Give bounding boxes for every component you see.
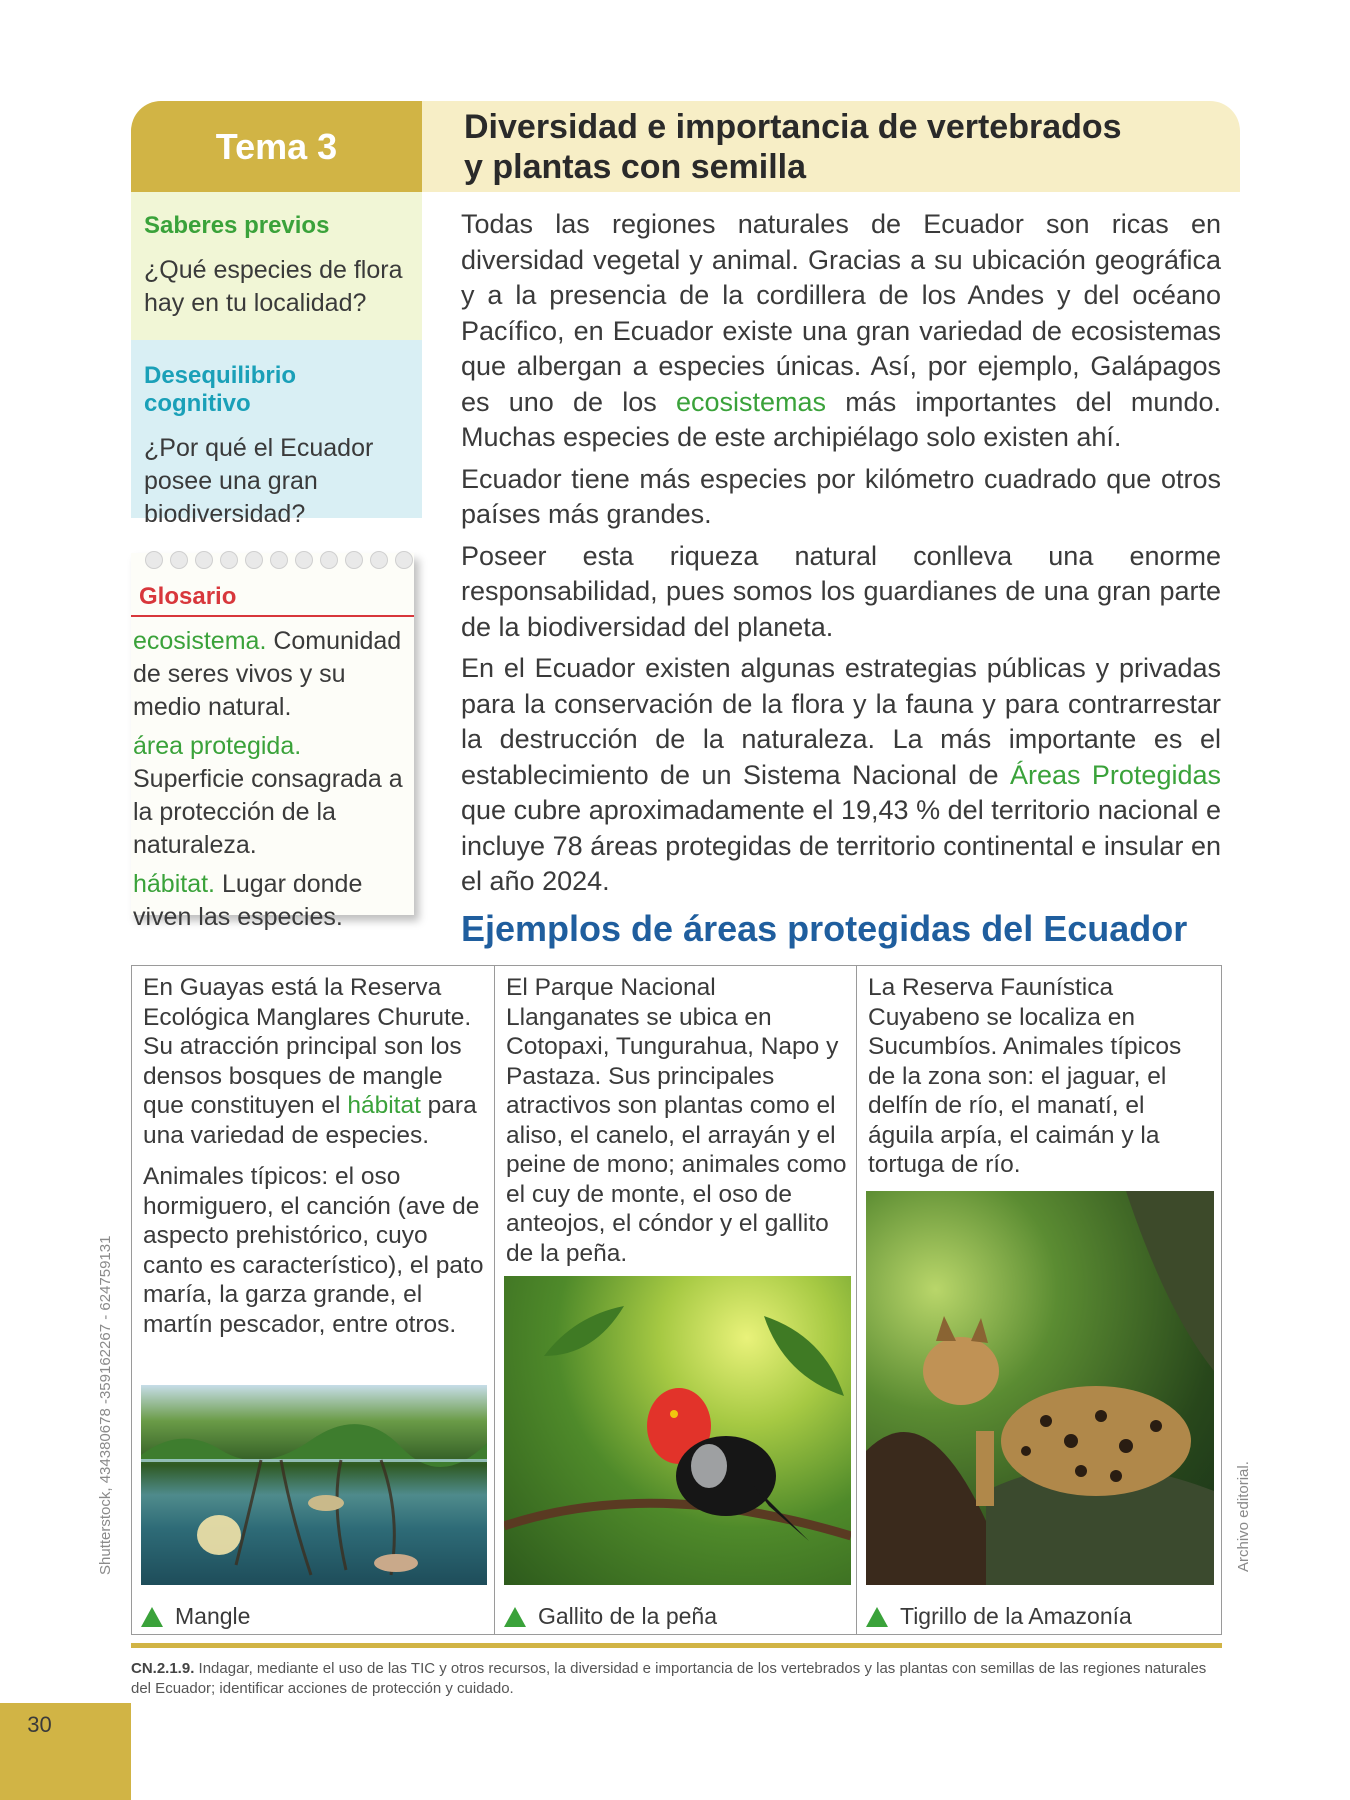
page-number: 30	[27, 1712, 52, 1737]
curriculum-text: Indagar, mediante el uso de las TIC y otros recursos, la diversidad e importancia de los vertebrados y las plantas con semillas de las regiones naturales del Ecuador; identificar acciones de protección y cuidado.	[131, 1660, 1207, 1697]
tigrillo-photo	[866, 1191, 1214, 1585]
caption-gallito: Gallito de la peña	[504, 1603, 717, 1630]
glossary-entry	[133, 868, 411, 934]
notebook-rings	[145, 551, 413, 569]
glossary-entries	[133, 625, 411, 940]
ecosistemas-link: ecosistemas	[675, 386, 826, 417]
habitat-link: hábitat	[347, 1092, 421, 1119]
triangle-icon	[504, 1607, 526, 1627]
glossary-term: área protegida.	[133, 732, 302, 760]
paragraph: Ecuador tiene más especies por kilómetro cuadrado que otros países más grandes.	[461, 463, 1221, 529]
glossary-entry	[133, 625, 411, 724]
glossary-title: Glosario	[139, 583, 237, 610]
saberes-question: ¿Qué especies de flora hay en tu localidad?	[144, 256, 403, 317]
photo-credit-left: Shutterstock, 434380678 -359162267 - 624759131	[97, 1235, 114, 1575]
example-column-llanganates	[495, 966, 857, 1634]
example-text: El Parque Nacional Llanganates se ubica en Cotopaxi, Tungurahua, Napo y Pastaza. Sus principales atractivos son plantas como el aliso, el canelo, el arrayán y el peine de mono; animales como el cuy de monte, el oso de anteojos, el cóndor y el gallito de la peña.	[506, 974, 847, 1267]
example-column-churute	[132, 966, 495, 1634]
glossary-definition: Lugar donde viven las especies.	[133, 870, 363, 931]
main-body	[461, 207, 1221, 906]
paragraph: Poseer esta riqueza natural conlleva una enorme responsabilidad, pues somos los guardianes de una gran parte de la biodiversidad del planeta.	[461, 540, 1221, 642]
mangrove-photo	[141, 1385, 487, 1585]
desequilibrio-box	[131, 340, 422, 528]
areas-protegidas-link: Áreas Protegidas	[1009, 759, 1221, 790]
gallito-photo	[504, 1276, 851, 1585]
glossary-term: ecosistema.	[133, 627, 267, 655]
examples-heading: Ejemplos de áreas protegidas del Ecuador	[461, 908, 1188, 949]
glossary-term: hábitat.	[133, 870, 216, 898]
desequilibrio-heading: Desequilibrio cognitivo	[144, 362, 297, 417]
glossary-definition: Comunidad de seres vivos y su medio natural.	[133, 627, 402, 721]
desequilibrio-question: ¿Por qué el Ecuador posee una gran biodiversidad?	[144, 434, 374, 528]
glossary-divider	[131, 615, 414, 617]
footer-rule	[131, 1643, 1222, 1648]
glossary-entry	[133, 730, 411, 862]
page-title	[422, 101, 1240, 192]
title-line-2: y plantas con semilla	[464, 148, 807, 186]
paragraph: En el Ecuador existen algunas estrategias públicas y privadas para la conservación de la flora y la fauna y para contrarrestar la destrucción de la naturaleza. La más importante es el establecimiento de un Sistema Nacional de Áreas Protegidas que cubre aproximadamente el 19,43 % del territorio nacional e incluye 78 áreas protegidas de territorio continental e insular en el año 2024.	[461, 653, 1221, 896]
glossary-definition: Superficie consagrada a la protección de la naturaleza.	[133, 765, 403, 859]
saberes-previos-box	[131, 192, 422, 340]
example-text: En Guayas está la Reserva Ecológica Manglares Churute. Su atracción principal son los densos bosques de mangle que constituyen el hábitat para una variedad de especies. Animales típicos: el oso hormiguero, el canción (ave de aspecto prehistórico, cuyo canto es característico), el pato maría, la garza grande, el martín pescador, entre otros.	[143, 974, 484, 1338]
example-text: La Reserva Faunística Cuyabeno se localiza en Sucumbíos. Animales típicos de la zona son: el jaguar, el delfín de río, el manatí, el águila arpía, el caimán y la tortuga de río.	[868, 974, 1182, 1178]
examples-table	[131, 965, 1222, 1635]
curriculum-footnote	[131, 1659, 1226, 1699]
tema-label: Tema 3	[131, 101, 422, 192]
example-column-cuyabeno	[857, 966, 1221, 1634]
caption-mangle: Mangle	[141, 1603, 250, 1630]
title-line-1: Diversidad e importancia de vertebrados	[464, 108, 1122, 146]
paragraph: Todas las regiones naturales de Ecuador son ricas en diversidad vegetal y animal. Gracias a su ubicación geográfica y a la presencia de la cordillera de los Andes y del océano Pacífico, en Ecuador existe una gran variedad de ecosistemas que albergan a especies únicas. Así, por ejemplo, Galápagos es uno de los ecosistemas más importantes del mundo. Muchas especies de este archipiélago solo existen ahí.	[461, 209, 1221, 452]
triangle-icon	[866, 1607, 888, 1627]
glossary-card	[131, 553, 414, 931]
photo-credit-right: Archivo editorial.	[1235, 1461, 1252, 1572]
caption-tigrillo: Tigrillo de la Amazonía	[866, 1603, 1132, 1630]
curriculum-code: CN.2.1.9.	[131, 1660, 195, 1677]
triangle-icon	[141, 1607, 163, 1627]
saberes-heading: Saberes previos	[144, 212, 330, 239]
